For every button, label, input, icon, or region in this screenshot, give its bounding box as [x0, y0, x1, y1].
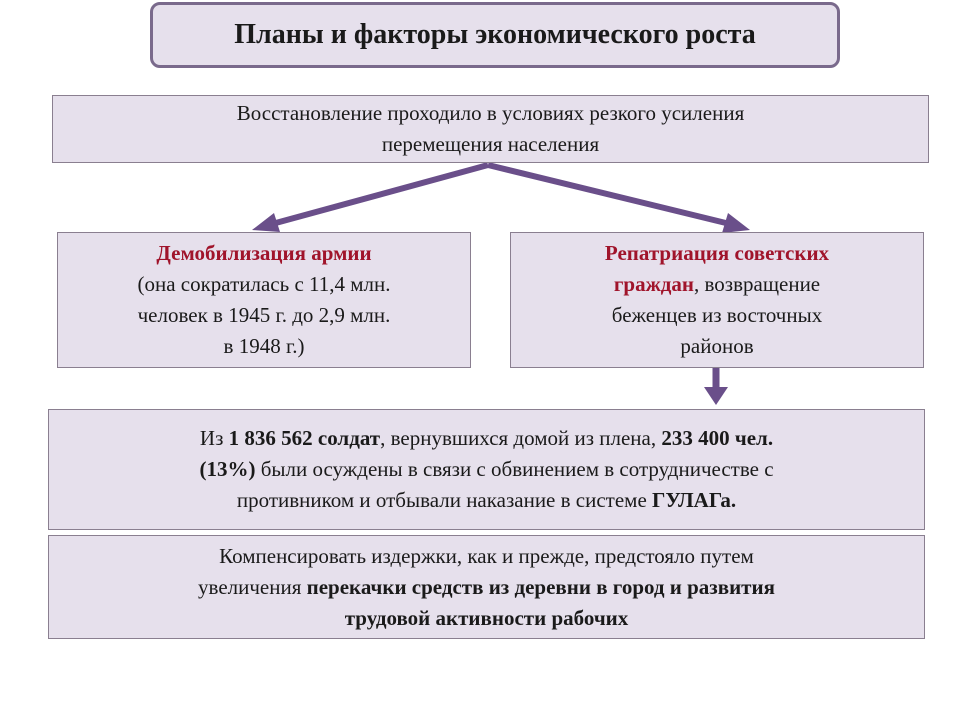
arrowhead-right: [722, 213, 750, 233]
page-title-text: Планы и факторы экономического роста: [234, 19, 756, 50]
pow-l2-b: были осуждены в связи с обвинением в сотрудничестве с: [255, 457, 774, 481]
top-box-line1: Восстановление проходило в условиях резкого усиления: [236, 101, 745, 125]
arrow-to-demobilization: [272, 165, 488, 224]
comp-l2-b: перекачки средств из деревни в город и развития: [306, 574, 775, 599]
arrowhead-down: [704, 387, 728, 405]
repatriation-heading-line2: граждан: [613, 272, 695, 296]
demobilization-line1: (она сократилась с 11,4 млн.: [137, 272, 391, 296]
pow-percent: (13%): [199, 457, 256, 481]
pow-line2: [199, 454, 773, 485]
top-box: [52, 95, 929, 163]
repatriation-line3: беженцев из восточных: [611, 303, 823, 327]
demobilization-line3: в 1948 г.): [223, 334, 305, 358]
page-title: [150, 2, 840, 68]
comp-l2-a: увеличения: [198, 574, 307, 599]
compensation-box: [48, 535, 925, 639]
pow-gulag: ГУЛАГа.: [652, 488, 737, 512]
pow-l3-a: противником и отбывали наказание в системе: [236, 488, 653, 512]
demobilization-heading: Демобилизация армии: [156, 241, 372, 265]
repatriation-line2: [614, 269, 820, 300]
arrowhead-left: [252, 213, 280, 232]
comp-line2: [198, 572, 775, 603]
demobilization-box: [57, 232, 471, 368]
arrow-to-repatriation: [488, 165, 730, 224]
pow-l1-c: , вернувшихся домой из плена,: [380, 426, 662, 450]
demobilization-line2: человек в 1945 г. до 2,9 млн.: [137, 303, 391, 327]
pow-convicted-count: 233 400 чел.: [661, 426, 774, 450]
repatriation-box: [510, 232, 924, 368]
top-box-line2: перемещения населения: [381, 132, 600, 156]
pow-line3: [237, 485, 736, 516]
comp-line3: [345, 603, 629, 634]
comp-l3: трудовой активности рабочих: [344, 605, 629, 630]
pow-line1: [200, 423, 773, 454]
pow-l1-a: Из: [199, 426, 229, 450]
repatriation-line4: районов: [680, 334, 754, 358]
pow-soldiers-count: 1 836 562 солдат: [228, 426, 381, 450]
repatriation-heading-line1: Репатриация советских: [604, 241, 830, 265]
pow-box: [48, 409, 925, 530]
repatriation-line2-rest: , возвращение: [694, 272, 821, 296]
comp-line1: Компенсировать издержки, как и прежде, предстояло путем: [219, 543, 754, 568]
